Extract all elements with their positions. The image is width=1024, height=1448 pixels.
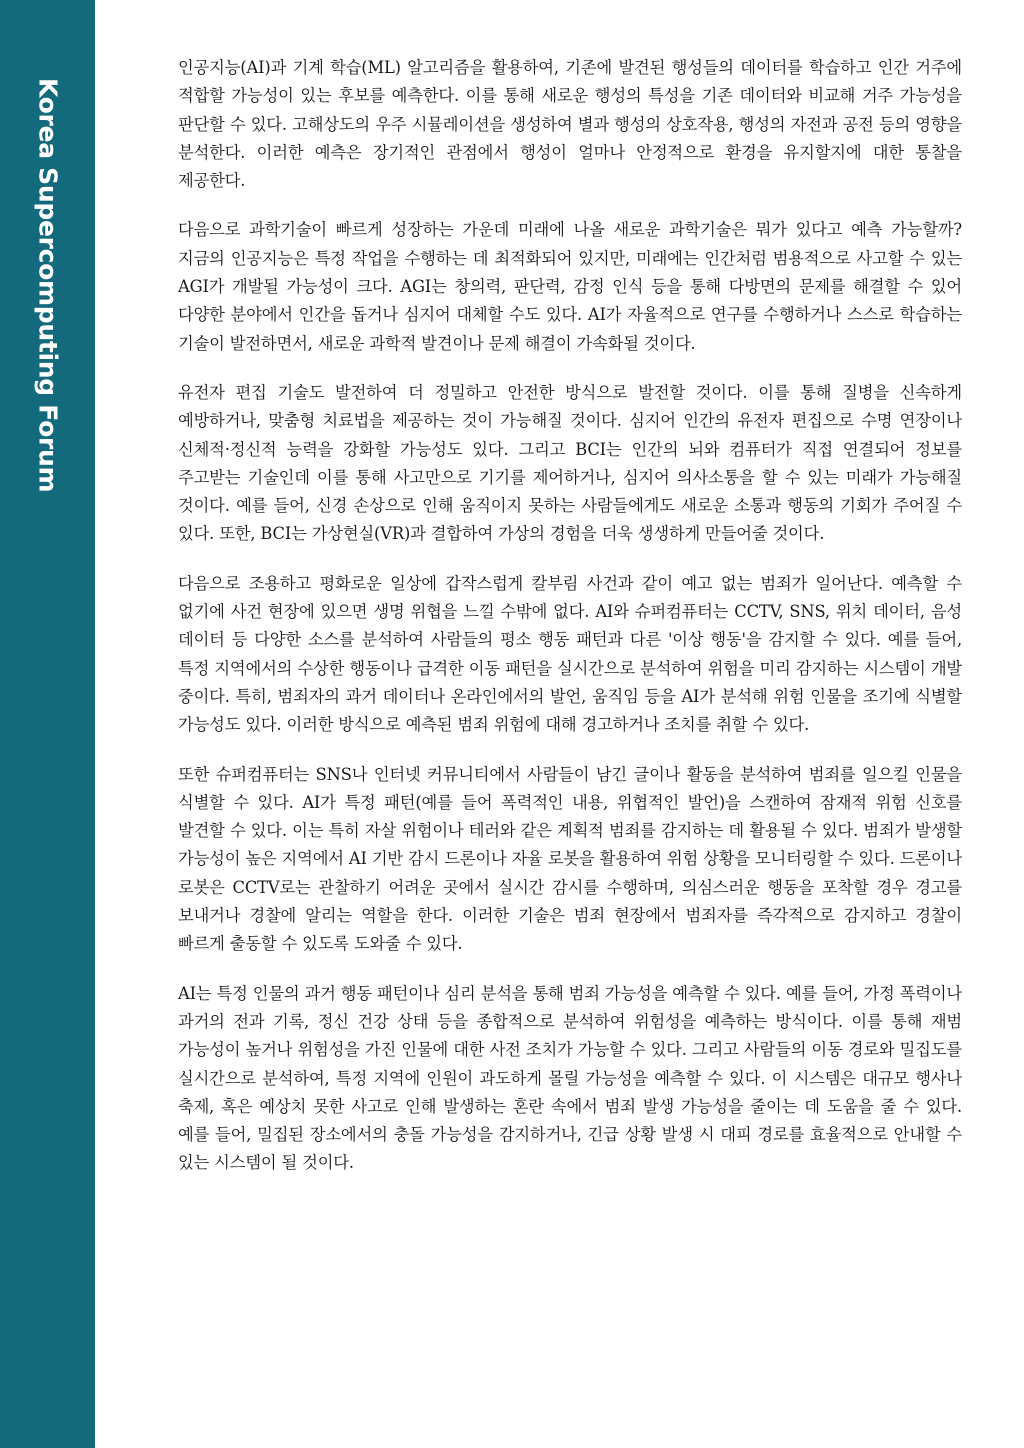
paragraph-6: AI는 특정 인물의 과거 행동 패턴이나 심리 분석을 통해 범죄 가능성을 예측할 수 있다. 예를 들어, 가정 폭력이나 과거의 전과 기록, 정신 건강 상태 등을 종합적으로 분석하여 위험성을 예측하는 방식이다. 이를 통해 재범 가능성이 높거나 위험성을 가진 인물에 대한 사전 조치가 가능할 수 있다. 그리고 사람들의 이동 경로와 밀집도를 실시간으로 분석하여, 특정 지역에 인원이 과도하게 몰릴 가능성을 예측할 수 있다. 이 시스템은 대규모 행사나 축제, 혹은 예상치 못한 사고로 인해 발생하는 혼란 속에서 범죄 발생 가능성을 줄이는 데 도움을 줄 수 있다. 예를 들어, 밀집된 장소에서의 충돌 가능성을 감지하거나, 긴급 상황 발생 시 대피 경로를 효율적으로 안내할 수 있는 시스템이 될 것이다. xyxy=(178,983,962,1173)
article-body xyxy=(178,54,962,1199)
paragraph-2: 다음으로 과학기술이 빠르게 성장하는 가운데 미래에 나올 새로운 과학기술은 뭐가 있다고 예측 가능할까? 지금의 인공지능은 특정 작업을 수행하는 데 최적화되어 있지만, 미래에는 인간처럼 범용적으로 사고할 수 있는 AGI가 개발될 가능성이 크다. AGI는 창의력, 판단력, 감정 인식 등을 통해 다방면의 문제를 해결할 수 있어 다양한 분야에서 인간을 돕거나 심지어 대체할 수도 있다. AI가 자율적으로 연구를 수행하거나 스스로 학습하는 기술이 발전하면서, 새로운 과학적 발견이나 문제 해결이 가속화될 것이다. xyxy=(178,220,962,353)
sidebar-title: Korea Supercomputing Forum xyxy=(33,78,63,493)
sidebar-band xyxy=(0,0,95,1448)
paragraph-1: 인공지능(AI)과 기계 학습(ML) 알고리즘을 활용하여, 기존에 발견된 행성들의 데이터를 학습하고 인간 거주에 적합할 가능성이 있는 후보를 예측한다. 이를 통해 새로운 행성의 특성을 기존 데이터와 비교해 거주 가능성을 판단할 수 있다. 고해상도의 우주 시뮬레이션을 생성하여 별과 행성의 상호작용, 행성의 자전과 공전 등의 영향을 분석한다. 이러한 예측은 장기적인 관점에서 행성이 얼마나 안정적으로 환경을 유지할지에 대한 통찰을 제공한다. xyxy=(178,58,962,191)
paragraph-5: 또한 슈퍼컴퓨터는 SNS나 인터넷 커뮤니티에서 사람들이 남긴 글이나 활동을 분석하여 범죄를 일으킬 인물을 식별할 수 있다. AI가 특정 패턴(예를 들어 폭력적인 내용, 위협적인 발언)을 스캔하여 잠재적 위험 신호를 발견할 수 있다. 이는 특히 자살 위험이나 테러와 같은 계획적 범죄를 감지하는 데 활용될 수 있다. 범죄가 발생할 가능성이 높은 지역에서 AI 기반 감시 드론이나 자율 로봇을 활용하여 위험 상황을 모니터링할 수 있다. 드론이나 로봇은 CCTV로는 관찰하기 어려운 곳에서 실시간 감시를 수행하며, 의심스러운 행동을 포착할 경우 경고를 보내거나 경찰에 알리는 역할을 한다. 이러한 기술은 범죄 현장에서 범죄자를 즉각적으로 감지하고 경찰이 빠르게 출동할 수 있도록 도와줄 수 있다. xyxy=(178,764,962,954)
paragraph-4: 다음으로 조용하고 평화로운 일상에 갑작스럽게 칼부림 사건과 같이 예고 없는 범죄가 일어난다. 예측할 수 없기에 사건 현장에 있으면 생명 위협을 느낄 수밖에 없다. AI와 슈퍼컴퓨터는 CCTV, SNS, 위치 데이터, 음성 데이터 등 다양한 소스를 분석하여 사람들의 평소 행동 패턴과 다른 '이상 행동'을 감지할 수 있다. 예를 들어, 특정 지역에서의 수상한 행동이나 급격한 이동 패턴을 실시간으로 분석하여 위험을 미리 감지하는 시스템이 개발 중이다. 특히, 범죄자의 과거 데이터나 온라인에서의 발언, 움직임 등을 AI가 분석해 위험 인물을 조기에 식별할 가능성도 있다. 이러한 방식으로 예측된 범죄 위험에 대해 경고하거나 조치를 취할 수 있다. xyxy=(178,573,962,735)
paragraph-3: 유전자 편집 기술도 발전하여 더 정밀하고 안전한 방식으로 발전할 것이다. 이를 통해 질병을 신속하게 예방하거나, 맞춤형 치료법을 제공하는 것이 가능해질 것이다. 심지어 인간의 유전자 편집으로 수명 연장이나 신체적·정신적 능력을 강화할 가능성도 있다. 그리고 BCI는 인간의 뇌와 컴퓨터가 직접 연결되어 정보를 주고받는 기술인데 이를 통해 사고만으로 기기를 제어하거나, 심지어 의사소통을 할 수 있는 미래가 가능해질 것이다. 예를 들어, 신경 손상으로 인해 움직이지 못하는 사람들에게도 새로운 소통과 행동의 기회가 주어질 수 있다. 또한, BCI는 가상현실(VR)과 결합하여 가상의 경험을 더욱 생생하게 만들어줄 것이다. xyxy=(178,382,962,544)
